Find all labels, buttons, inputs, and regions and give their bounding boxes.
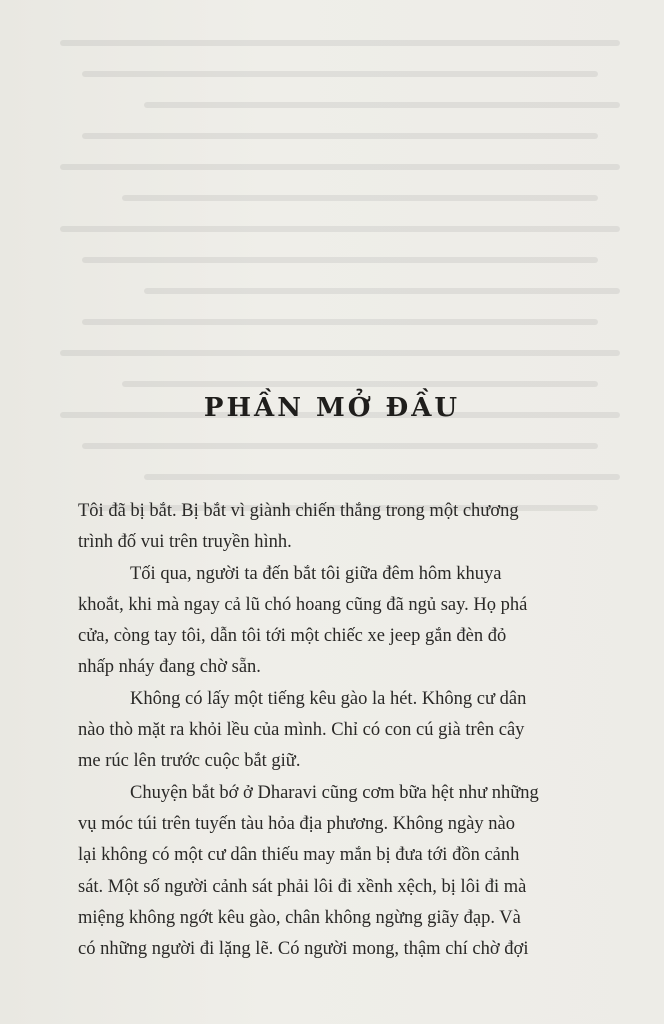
paragraph-2 xyxy=(78,559,586,684)
paragraph-1 xyxy=(78,496,586,559)
text-line: vụ móc túi trên tuyến tàu hỏa địa phương. Không ngày nào xyxy=(78,813,515,834)
text-line: me rúc lên trước cuộc bắt giữ. xyxy=(78,751,301,772)
chapter-title: PHẦN MỞ ĐẦU xyxy=(203,393,461,423)
text-line: cửa, còng tay tôi, dẫn tôi tới một chiếc xe jeep gắn đèn đỏ xyxy=(78,626,507,647)
text-line: Chuyện bắt bớ ở Dharavi cũng cơm bữa hệt như những xyxy=(130,782,539,803)
text-line: miệng không ngớt kêu gào, chân không ngừng giãy đạp. Và xyxy=(78,907,521,928)
paragraph-4 xyxy=(78,778,586,966)
text-line: Tối qua, người ta đến bắt tôi giữa đêm hôm khuya xyxy=(130,563,502,584)
text-line: có những người đi lặng lẽ. Có người mong, thậm chí chờ đợi xyxy=(78,939,529,960)
body-text xyxy=(78,496,586,965)
text-line: sát. Một số người cảnh sát phải lôi đi xềnh xệch, bị lôi đi mà xyxy=(78,876,527,897)
paragraph-3 xyxy=(78,684,586,778)
text-line: khoắt, khi mà ngay cả lũ chó hoang cũng đã ngủ say. Họ phá xyxy=(78,594,528,615)
text-line: trình đố vui trên truyền hình. xyxy=(78,532,292,553)
text-line: Không có lấy một tiếng kêu gào la hét. Không cư dân xyxy=(130,688,527,709)
text-line: Tôi đã bị bắt. Bị bắt vì giành chiến thắng trong một chương xyxy=(78,501,519,521)
text-line: nào thò mặt ra khỏi lều của mình. Chỉ có con cú già trên cây xyxy=(78,720,525,741)
text-line: lại không có một cư dân thiếu may mắn bị đưa tới đồn cảnh xyxy=(78,845,520,866)
text-line: nhấp nháy đang chờ sẵn. xyxy=(78,657,261,678)
